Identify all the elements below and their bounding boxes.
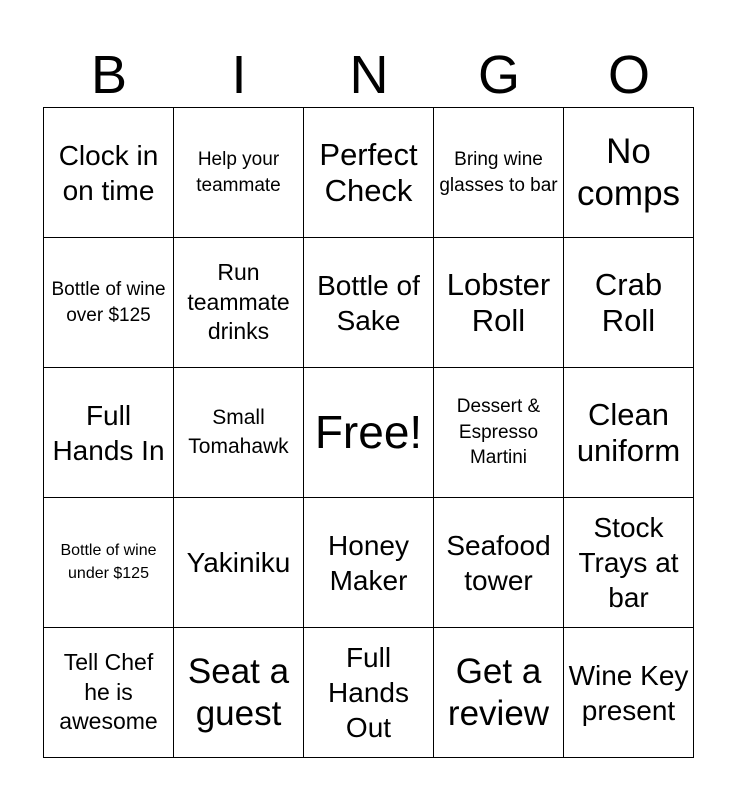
cell-text: Dessert & Espresso Martini	[456, 396, 541, 469]
header-letter-b: B	[90, 45, 128, 105]
bingo-cell[interactable]	[174, 108, 304, 238]
header-letter-g: G	[477, 45, 520, 105]
cell-text: Get a review	[447, 651, 550, 733]
bingo-cell[interactable]	[44, 498, 174, 628]
cell-text: Lobster Roll	[446, 266, 551, 338]
bingo-cell[interactable]	[174, 498, 304, 628]
bingo-cell[interactable]	[434, 498, 564, 628]
bingo-cell[interactable]	[44, 368, 174, 498]
bingo-cell[interactable]	[44, 108, 174, 238]
bingo-cell[interactable]	[174, 238, 304, 368]
bingo-cell[interactable]	[564, 628, 694, 758]
bingo-cell[interactable]	[564, 238, 694, 368]
bingo-cell[interactable]	[564, 498, 694, 628]
cell-text: Yakiniku	[186, 547, 291, 578]
cell-text: Full Hands Out	[328, 642, 409, 743]
cell-text: Run teammate drinks	[187, 258, 290, 345]
cell-text: Bring wine glasses to bar	[439, 148, 558, 196]
bingo-cell[interactable]	[174, 368, 304, 498]
bingo-cell[interactable]	[434, 108, 564, 238]
cell-text: Bottle of Sake	[317, 269, 420, 336]
bingo-cell[interactable]	[304, 498, 434, 628]
bingo-cell[interactable]	[564, 108, 694, 238]
bingo-cell[interactable]	[44, 628, 174, 758]
bingo-cell[interactable]	[434, 368, 564, 498]
cell-text: Tell Chef he is awesome	[59, 648, 158, 735]
cell-text: No comps	[576, 131, 681, 213]
bingo-cell[interactable]	[304, 108, 434, 238]
bingo-header	[44, 42, 694, 108]
cell-text: Perfect Check	[319, 136, 418, 208]
bingo-cell[interactable]	[564, 368, 694, 498]
bingo-cell[interactable]	[44, 238, 174, 368]
bingo-cell[interactable]	[304, 628, 434, 758]
header-letter-i: I	[231, 45, 247, 105]
bingo-cell[interactable]	[434, 628, 564, 758]
bingo-cell[interactable]	[174, 628, 304, 758]
bingo-cell[interactable]	[304, 238, 434, 368]
cell-text: Full Hands In	[52, 399, 165, 466]
cell-text: Honey Maker	[328, 529, 409, 596]
free-space-cell[interactable]	[304, 368, 434, 498]
cell-text: Wine Key present	[568, 659, 689, 726]
bingo-board	[43, 107, 694, 758]
cell-text: Seat a guest	[187, 651, 290, 733]
header-letter-n: N	[349, 45, 389, 105]
cell-text: Stock Trays at bar	[578, 512, 679, 613]
header-letter-o: O	[607, 45, 650, 105]
bingo-cell[interactable]	[434, 238, 564, 368]
cell-text: Seafood tower	[446, 529, 551, 596]
cell-text: Bottle of wine over $125	[51, 278, 166, 326]
cell-text: Clean uniform	[576, 396, 681, 468]
cell-text: Clock in on time	[58, 139, 159, 206]
cell-text: Crab Roll	[594, 266, 663, 338]
cell-text: Small Tomahawk	[188, 406, 289, 458]
cell-text: Help your teammate	[196, 148, 281, 196]
cell-text: Free!	[314, 406, 423, 459]
cell-text: Bottle of wine under $125	[60, 542, 157, 582]
